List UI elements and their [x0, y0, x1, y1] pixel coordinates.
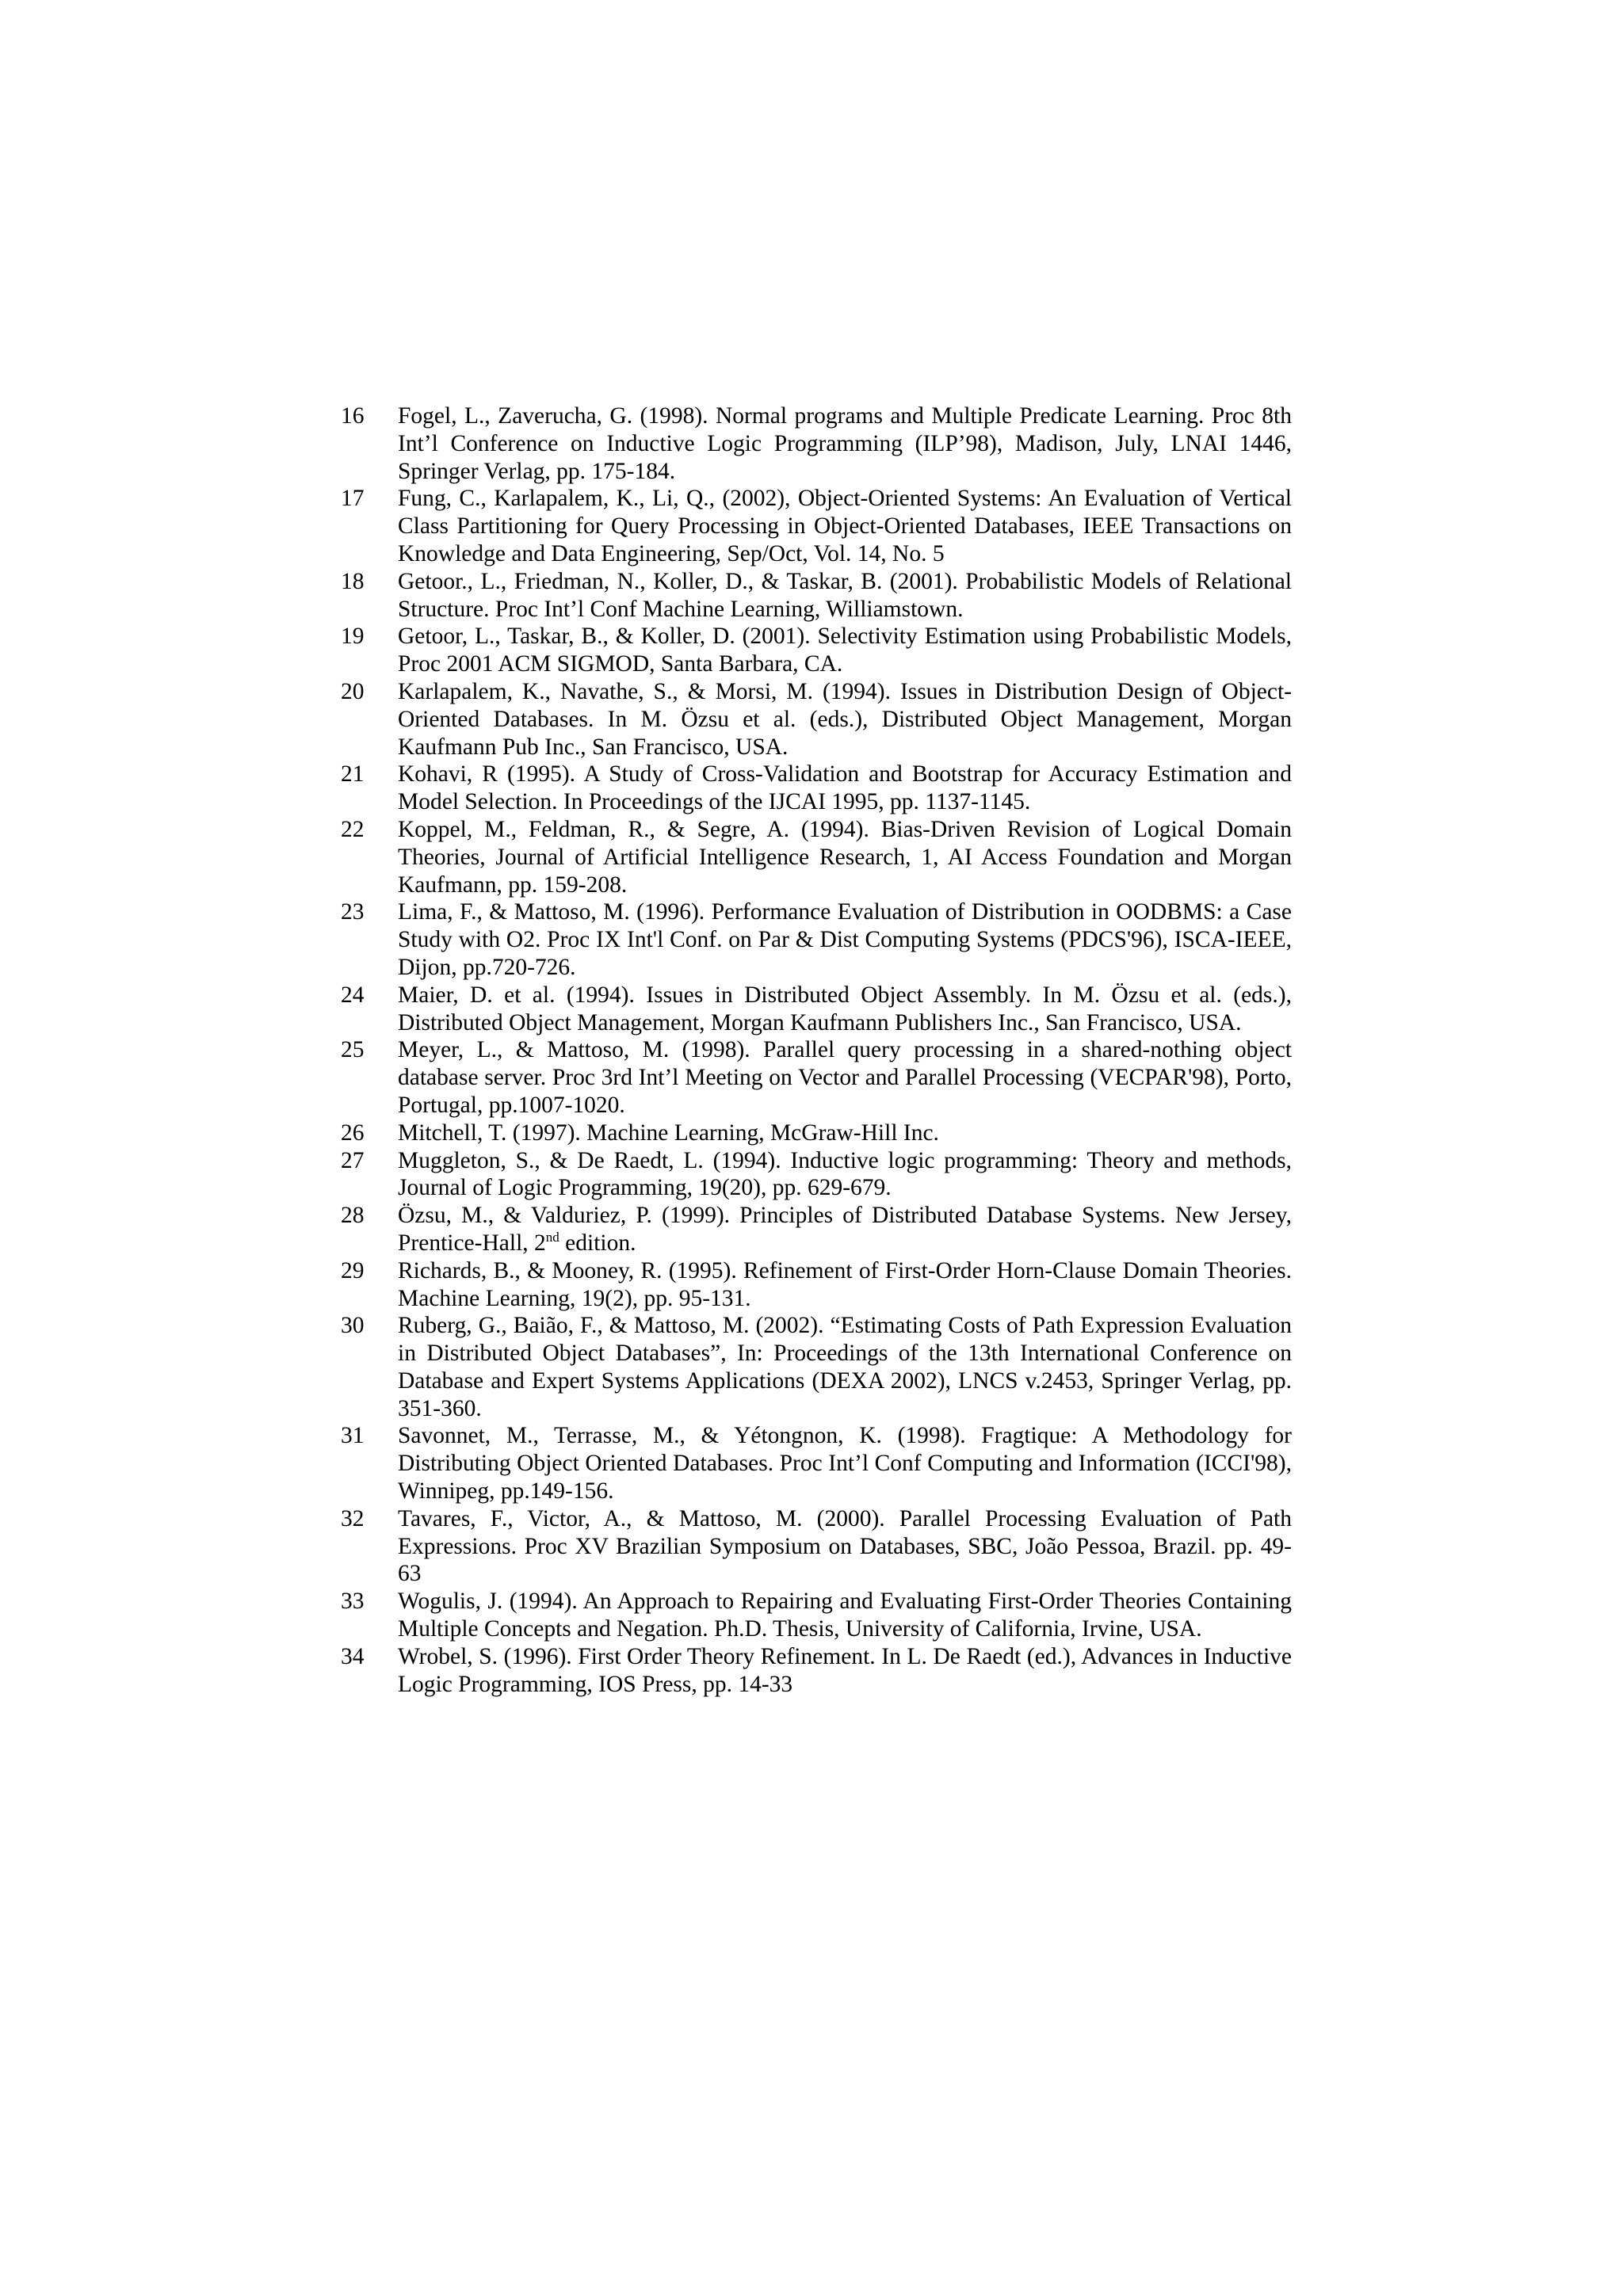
- reference-text: Wrobel, S. (1996). First Order Theory Refinement. In L. De Raedt (ed.), Advances in Inductive Logic Programming, IOS Press, pp. 14-33: [398, 1643, 1292, 1697]
- reference-number: 27: [341, 1147, 365, 1173]
- reference-item: [341, 1422, 1292, 1505]
- reference-list: [341, 402, 1292, 1698]
- superscript-ordinal: nd: [545, 1230, 559, 1245]
- reference-text: Tavares, F., Victor, A., & Mattoso, M. (2000). Parallel Processing Evaluation of Path Expressions. Proc XV Brazilian Symposium on Databases, SBC, João Pessoa, Brazil. pp. 49-63: [398, 1505, 1292, 1587]
- reference-text: Muggleton, S., & De Raedt, L. (1994). Inductive logic programming: Theory and methods, Journal of Logic Programming, 19(20), pp. 629-679.: [398, 1147, 1292, 1201]
- reference-item: [341, 1505, 1292, 1588]
- reference-text: Maier, D. et al. (1994). Issues in Distributed Object Assembly. In M. Özsu et al. (eds.), Distributed Object Management, Morgan Kaufmann Publishers Inc., San Francisco, USA.: [398, 982, 1292, 1035]
- reference-text: Wogulis, J. (1994). An Approach to Repairing and Evaluating First-Order Theories Containing Multiple Concepts and Negation. Ph.D. Thesis, University of California, Irvine, USA.: [398, 1589, 1292, 1642]
- reference-text: Koppel, M., Feldman, R., & Segre, A. (1994). Bias-Driven Revision of Logical Domain Theories, Journal of Artificial Intelligence Research, 1, AI Access Foundation and Morgan Kaufmann, pp. 159-208.: [398, 816, 1292, 898]
- reference-item: [341, 1119, 1292, 1147]
- reference-number: 18: [341, 568, 365, 594]
- reference-text: Meyer, L., & Mattoso, M. (1998). Parallel query processing in a shared-nothing object database server. Proc 3rd Int’l Meeting on Vector and Parallel Processing (VECPAR'98), Porto, Portugal, pp.1007-1020.: [398, 1037, 1292, 1118]
- reference-item: [341, 898, 1292, 981]
- reference-text: Fogel, L., Zaverucha, G. (1998). Normal programs and Multiple Predicate Learning. Proc 8th Int’l Conference on Inductive Logic Programming (ILP’98), Madison, July, LNAI 1446, Springer Verlag, pp. 175-184.: [398, 403, 1292, 484]
- reference-number: 23: [341, 899, 365, 925]
- reference-number: 20: [341, 678, 365, 704]
- reference-text: [398, 1202, 1292, 1257]
- reference-item: [341, 678, 1292, 761]
- reference-item: [341, 816, 1292, 898]
- reference-item: [341, 1643, 1292, 1699]
- reference-text-tail: edition.: [559, 1230, 636, 1256]
- reference-number: 21: [341, 761, 365, 788]
- reference-number: 30: [341, 1313, 365, 1339]
- reference-number: 22: [341, 816, 365, 842]
- reference-number: 28: [341, 1203, 365, 1229]
- reference-text: Savonnet, M., Terrasse, M., & Yétongnon, K. (1998). Fragtique: A Methodology for Distributing Object Oriented Databases. Proc Int’l Conf Computing and Information (ICCI'98), Winnipeg, pp.149-156.: [398, 1423, 1292, 1505]
- reference-number: 17: [341, 486, 365, 512]
- reference-item: [341, 1257, 1292, 1313]
- reference-number: 32: [341, 1505, 365, 1531]
- reference-text: Getoor., L., Friedman, N., Koller, D., & Taskar, B. (2001). Probabilistic Models of Relational Structure. Proc Int’l Conf Machine Learning, Williamstown.: [398, 568, 1292, 622]
- reference-item: [341, 568, 1292, 624]
- reference-number: 16: [341, 403, 365, 429]
- reference-text: Lima, F., & Mattoso, M. (1996). Performance Evaluation of Distribution in OODBMS: a Case Study with O2. Proc IX Int'l Conf. on Par & Dist Computing Systems (PDCS'96), ISCA-IEEE, Dijon, pp.720-726.: [398, 899, 1292, 980]
- reference-text: Fung, C., Karlapalem, K., Li, Q., (2002), Object-Oriented Systems: An Evaluation of Vertical Class Partitioning for Query Processing in Object-Oriented Databases, IEEE Transactions on Knowledge and Data Engineering, Sep/Oct, Vol. 14, No. 5: [398, 486, 1292, 566]
- reference-item: [341, 982, 1292, 1037]
- reference-number: 19: [341, 624, 365, 650]
- reference-item: [341, 623, 1292, 678]
- reference-text: Kohavi, R (1995). A Study of Cross-Validation and Bootstrap for Accuracy Estimation and Model Selection. In Proceedings of the IJCAI 1995, pp. 1137-1145.: [398, 761, 1292, 815]
- reference-number: 31: [341, 1423, 365, 1449]
- reference-text: Richards, B., & Mooney, R. (1995). Refinement of First-Order Horn-Clause Domain Theories. Machine Learning, 19(2), pp. 95-131.: [398, 1257, 1292, 1311]
- reference-number: 26: [341, 1119, 365, 1146]
- reference-text: Ruberg, G., Baião, F., & Mattoso, M. (2002). “Estimating Costs of Path Expression Evaluation in Distributed Object Databases”, In: Proceedings of the 13th International Conference on Database and Expert Systems Applications (DEXA 2002), LNCS v.2453, Springer Verlag, pp. 351-360.: [398, 1313, 1292, 1421]
- reference-text-main: Özsu, M., & Valduriez, P. (1999). Principles of Distributed Database Systems. New Jersey, Prentice-Hall, 2: [398, 1203, 1292, 1256]
- reference-number: 34: [341, 1643, 365, 1669]
- reference-text: Mitchell, T. (1997). Machine Learning, McGraw-Hill Inc.: [398, 1119, 939, 1146]
- reference-number: 25: [341, 1037, 365, 1063]
- reference-item: [341, 1202, 1292, 1257]
- reference-text: Getoor, L., Taskar, B., & Koller, D. (2001). Selectivity Estimation using Probabilistic Models, Proc 2001 ACM SIGMOD, Santa Barbara, CA.: [398, 624, 1292, 677]
- reference-item: [341, 1036, 1292, 1119]
- reference-number: 24: [341, 982, 365, 1008]
- reference-number: 29: [341, 1257, 365, 1283]
- reference-item: [341, 1312, 1292, 1422]
- reference-item: [341, 761, 1292, 816]
- reference-item: [341, 1588, 1292, 1643]
- reference-item: [341, 1147, 1292, 1203]
- reference-item: [341, 485, 1292, 567]
- reference-text: Karlapalem, K., Navathe, S., & Morsi, M. (1994). Issues in Distribution Design of Object-Oriented Databases. In M. Özsu et al. (eds.), Distributed Object Management, Morgan Kaufmann Pub Inc., San Francisco, USA.: [398, 678, 1292, 760]
- reference-item: [341, 402, 1292, 485]
- reference-number: 33: [341, 1589, 365, 1615]
